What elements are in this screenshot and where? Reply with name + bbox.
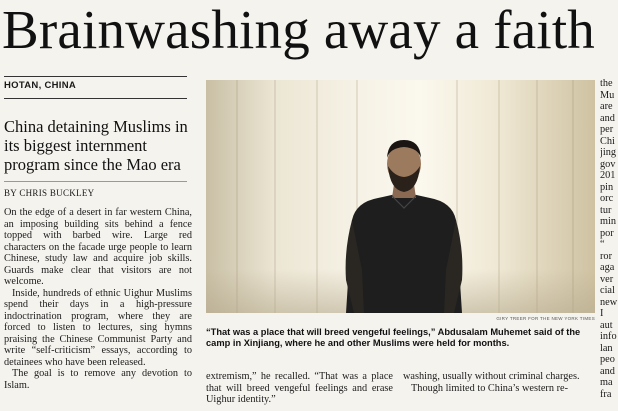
dateline-rule (4, 98, 187, 99)
paragraph: Though limited to China’s western re- (411, 382, 568, 394)
column-4-line: ror (600, 250, 613, 262)
paragraph: The goal is to remove any devotion to Islam. (4, 368, 192, 391)
column-4-line: “ (600, 239, 605, 250)
column-4-line: 201 (600, 170, 616, 181)
paragraph: washing, usually without criminal charges. (403, 371, 580, 382)
column-4-line: info (600, 331, 617, 342)
deck-rule (4, 181, 187, 182)
paragraph: Inside, hundreds of ethnic Uighur Muslims spend their days in a high-pressure indoctrination program, where they are forced to listen to lectures, sing hymns praising the Chinese Communist Party and write “self-criticism” essays, according to detainees who have been released. (4, 287, 192, 368)
column-4-line: and (600, 365, 615, 377)
column-4-line: Chi (600, 135, 615, 147)
column-4-line: por (600, 227, 614, 239)
column-4-line: ver (600, 273, 614, 285)
man-figure (206, 80, 595, 313)
column-4-line: aga (600, 262, 615, 273)
column-4-line: and (600, 112, 615, 124)
article-photo (206, 80, 595, 313)
column-4-line: jing (600, 147, 617, 158)
photo-credit: GIRY TREER FOR THE NEW YORK TIMES (496, 316, 595, 321)
headline: Brainwashing away a faith (2, 0, 596, 60)
article-column-2 (206, 371, 393, 411)
article-column-3 (403, 371, 595, 411)
column-4-line: cial (600, 285, 615, 296)
column-4-line: peo (600, 354, 615, 365)
column-4-line: I (600, 308, 604, 319)
paragraph: On the edge of a desert in far western China, an imposing building sits behind a fence topped with barbed wire. Large red characters on the facade urge people to learn Chinese, study law and acquire job skills. Guards make clear that visitors are not welcome. (4, 207, 192, 287)
column-4-line: lan (600, 342, 613, 354)
byline: BY CHRIS BUCKLEY (4, 188, 95, 198)
column-4-line: per (600, 124, 614, 135)
column-4-line: new (600, 296, 618, 308)
paragraph: extremism,” he recalled. “That was a place that will breed vengeful feelings and erase Uighur identity.” (206, 371, 393, 405)
article-column-4-cropped (600, 78, 618, 411)
article-column-1 (4, 207, 192, 411)
column-4-line: Mu (600, 89, 615, 101)
dateline: HOTAN, CHINA (4, 80, 77, 91)
column-4-line: gov (600, 158, 616, 170)
column-4-line: fra (600, 388, 612, 400)
deck-subheadline: China detaining Muslims in its biggest internment program since the Mao era (4, 117, 188, 174)
column-4-line: the (600, 78, 613, 89)
column-4-line: ma (600, 377, 613, 388)
column-4-line: aut (600, 319, 613, 331)
top-rule (4, 76, 187, 77)
column-4-line: tur (600, 204, 612, 216)
column-4-line: min (600, 216, 617, 227)
column-4-line: orc (600, 193, 614, 204)
photo-caption: “That was a place that will breed vengeful feelings,” Abdusalam Muhemet said of the camp in Xinjiang, where he and other Muslims were held for months. (206, 327, 581, 348)
column-4-line: pin (600, 181, 614, 193)
column-4-line: are (600, 101, 613, 112)
